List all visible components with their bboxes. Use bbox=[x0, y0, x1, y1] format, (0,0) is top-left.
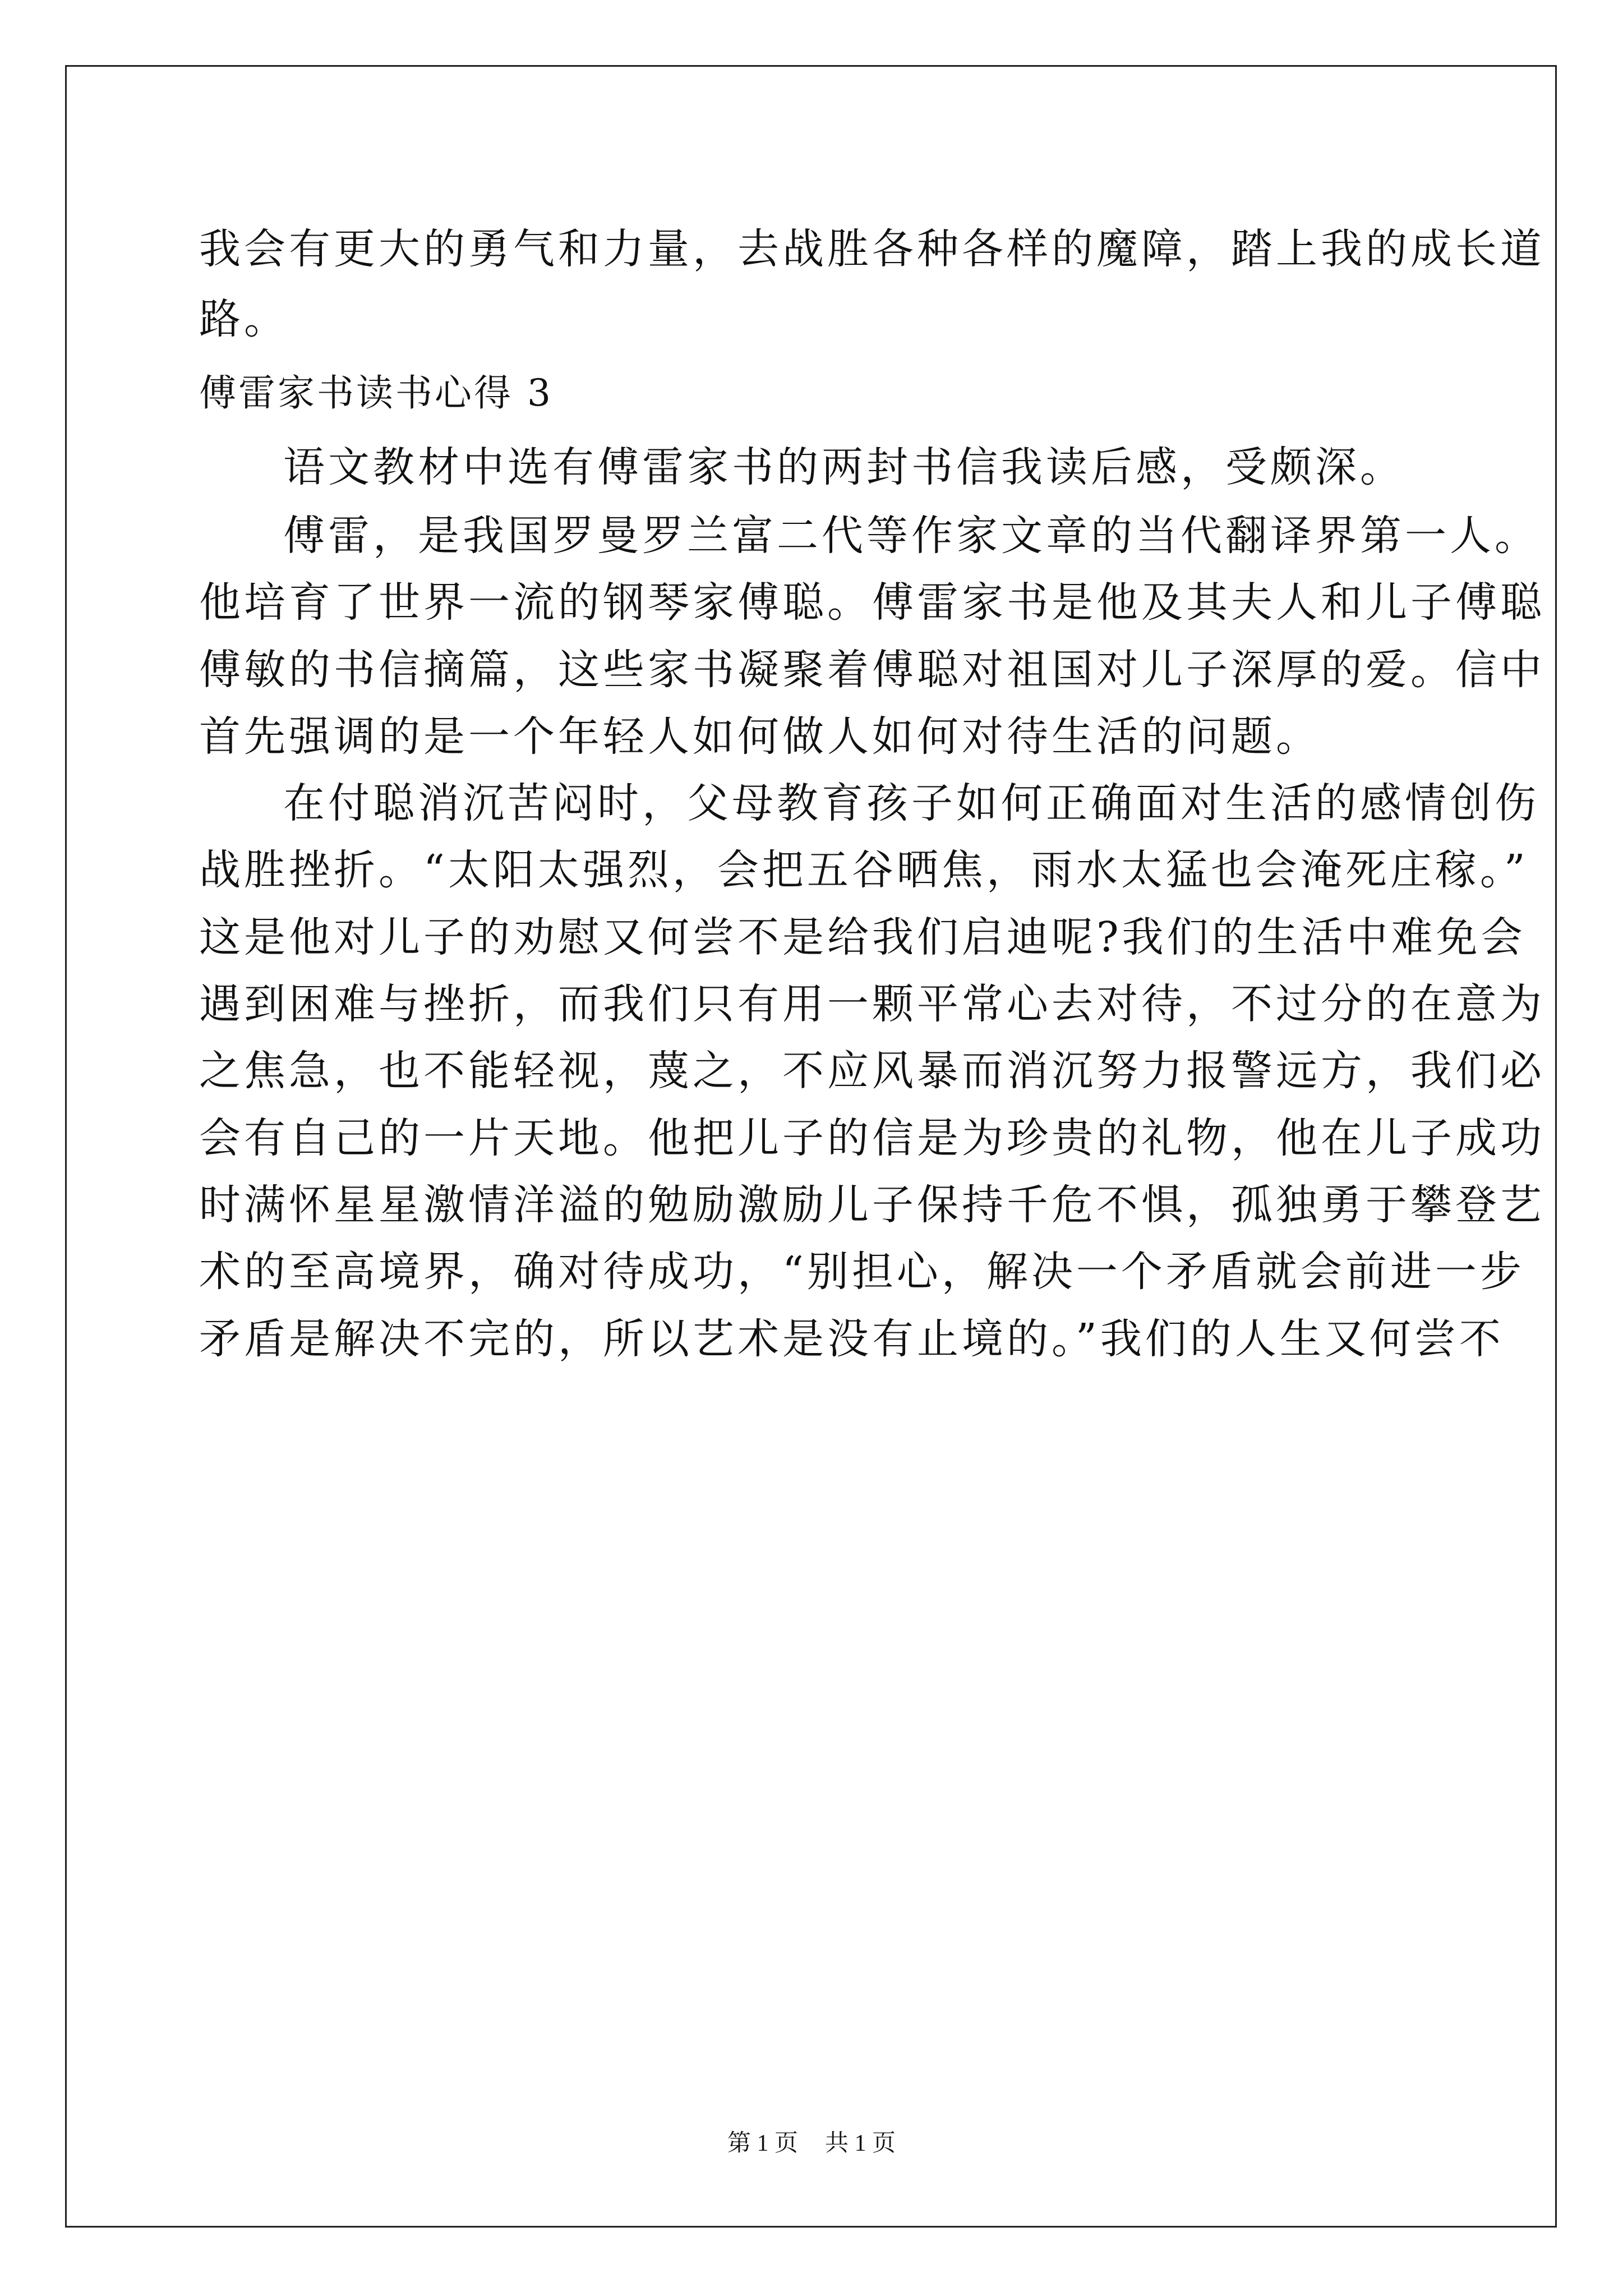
text-line: 会有自己的一片天地。他把儿子的信是为珍贵的礼物，他在儿子成功 bbox=[199, 1114, 1545, 1162]
text-line: 我会有更大的勇气和力量，去战胜各种各样的魔障，踏上我的成长道 bbox=[199, 225, 1545, 273]
text-line: 傅敏的书信摘篇，这些家书凝聚着傅聪对祖国对儿子深厚的爱。信中 bbox=[199, 646, 1545, 694]
text-line: 这是他对儿子的劝慰又何尝不是给我们启迪呢?我们的生活中难免会 bbox=[199, 913, 1526, 961]
text-line: 他培育了世界一流的钢琴家傅聪。傅雷家书是他及其夫人和儿子傅聪 bbox=[199, 578, 1545, 627]
text-line: 战胜挫折。“太阳太强烈，会把五谷晒焦，雨水太猛也会淹死庄稼。” bbox=[199, 846, 1529, 894]
page-footer bbox=[0, 2132, 1623, 2155]
text-line: 之焦急，也不能轻视，蔑之，不应风暴而消沉努力报警远方，我们必 bbox=[199, 1047, 1545, 1095]
paragraph-first-line: 傅雷，是我国罗曼罗兰富二代等作家文章的当代翻译界第一人。 bbox=[283, 512, 1539, 560]
text-line: 路。 bbox=[199, 295, 289, 343]
paragraph-first-line: 语文教材中选有傅雷家书的两封书信我读后感，受颇深。 bbox=[283, 443, 1405, 491]
text-line: 时满怀星星激情洋溢的勉励激励儿子保持千危不惧，孤独勇于攀登艺 bbox=[199, 1181, 1545, 1229]
text-line: 术的至高境界，确对待成功，“别担心，解决一个矛盾就会前进一步 bbox=[199, 1248, 1525, 1296]
page-total: 共 1 页 bbox=[825, 2131, 896, 2156]
text-line: 遇到困难与挫折，而我们只有用一颗平常心去对待，不过分的在意为 bbox=[199, 980, 1545, 1028]
paragraph-first-line: 在付聪消沉苦闷时，父母教育孩子如何正确面对生活的感情创伤 bbox=[283, 779, 1539, 827]
section-heading: 傅雷家书读书心得 3 bbox=[199, 371, 553, 415]
text-line: 矛盾是解决不完的，所以艺术是没有止境的。”我们的人生又何尝不 bbox=[199, 1315, 1504, 1363]
text-line: 首先强调的是一个年轻人如何做人如何对待生活的问题。 bbox=[199, 712, 1321, 761]
page-number: 第 1 页 bbox=[727, 2131, 798, 2156]
